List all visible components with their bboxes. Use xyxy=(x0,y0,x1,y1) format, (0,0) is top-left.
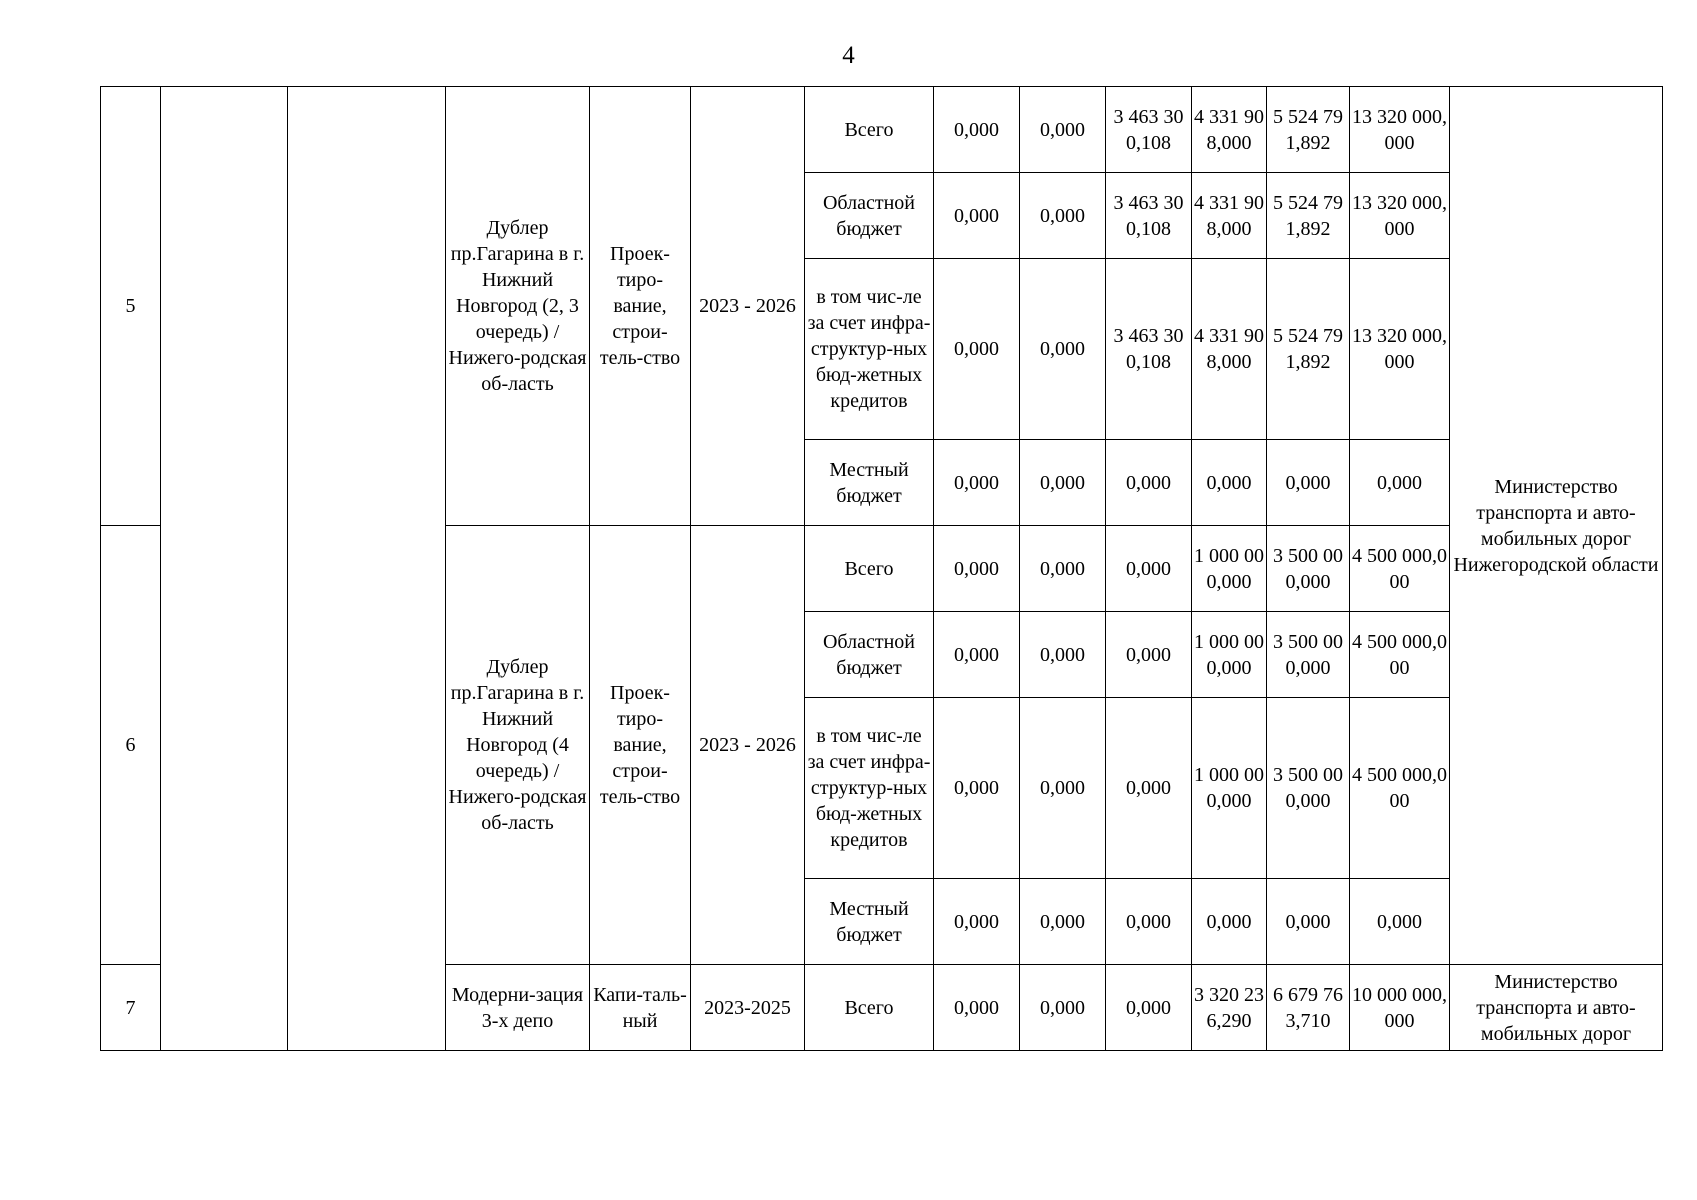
value-cell: 0,000 xyxy=(1020,612,1106,698)
value-cell: 0,000 xyxy=(1192,879,1267,965)
period: 2023-2025 xyxy=(691,965,805,1051)
value-cell: 0,000 xyxy=(1267,440,1350,526)
total-cell: 13 320 000,000 xyxy=(1350,259,1450,440)
value-cell: 0,000 xyxy=(1192,440,1267,526)
funding-source: Местный бюджет xyxy=(805,879,934,965)
funding-source: Всего xyxy=(805,965,934,1051)
value-cell: 1 000 000,000 xyxy=(1192,526,1267,612)
value-cell: 0,000 xyxy=(1106,526,1192,612)
value-cell: 0,000 xyxy=(1106,612,1192,698)
value-cell: 0,000 xyxy=(934,879,1020,965)
value-cell: 0,000 xyxy=(1020,526,1106,612)
value-cell: 0,000 xyxy=(934,698,1020,879)
table-row xyxy=(101,87,1663,173)
total-cell: 13 320 000,000 xyxy=(1350,173,1450,259)
value-cell: 0,000 xyxy=(1267,879,1350,965)
value-cell: 0,000 xyxy=(1020,965,1106,1051)
value-cell: 0,000 xyxy=(934,612,1020,698)
value-cell: 0,000 xyxy=(934,259,1020,440)
funding-source: в том чис-ле за счет инфра-структур-ных бюд-жетных кредитов xyxy=(805,698,934,879)
funding-source: Местный бюджет xyxy=(805,440,934,526)
value-cell: 3 500 000,000 xyxy=(1267,612,1350,698)
row-number: 7 xyxy=(101,965,161,1051)
object-name: Дублер пр.Гагарина в г. Нижний Новгород (2, 3 очередь) / Нижего-родская об-ласть xyxy=(446,87,590,526)
row-number: 6 xyxy=(101,526,161,965)
value-cell: 3 500 000,000 xyxy=(1267,526,1350,612)
work-type: Проек-тиро-вание, строи-тель-ство xyxy=(590,87,691,526)
value-cell: 4 331 908,000 xyxy=(1192,173,1267,259)
value-cell: 1 000 000,000 xyxy=(1192,612,1267,698)
total-cell: 10 000 000,000 xyxy=(1350,965,1450,1051)
value-cell: 0,000 xyxy=(1020,87,1106,173)
total-cell: 4 500 000,000 xyxy=(1350,526,1450,612)
value-cell: 0,000 xyxy=(934,440,1020,526)
responsible-org: Министерство транспорта и авто-мобильных дорог Нижегородской области xyxy=(1450,87,1663,965)
funding-source: в том чис-ле за счет инфра-структур-ных бюд-жетных кредитов xyxy=(805,259,934,440)
object-name: Дублер пр.Гагарина в г. Нижний Новгород (4 очередь) / Нижего-родская об-ласть xyxy=(446,526,590,965)
total-cell: 0,000 xyxy=(1350,440,1450,526)
value-cell: 6 679 763,710 xyxy=(1267,965,1350,1051)
value-cell: 3 463 300,108 xyxy=(1106,173,1192,259)
work-type: Капи-таль-ный xyxy=(590,965,691,1051)
funding-source: Всего xyxy=(805,526,934,612)
value-cell: 1 000 000,000 xyxy=(1192,698,1267,879)
value-cell: 4 331 908,000 xyxy=(1192,87,1267,173)
funding-source: Областной бюджет xyxy=(805,612,934,698)
period: 2023 - 2026 xyxy=(691,526,805,965)
period: 2023 - 2026 xyxy=(691,87,805,526)
budget-table xyxy=(100,86,1663,1051)
value-cell: 5 524 791,892 xyxy=(1267,259,1350,440)
value-cell: 3 500 000,000 xyxy=(1267,698,1350,879)
value-cell: 0,000 xyxy=(1020,698,1106,879)
value-cell: 0,000 xyxy=(1106,698,1192,879)
total-cell: 0,000 xyxy=(1350,879,1450,965)
responsible-org: Министерство транспорта и авто-мобильных дорог xyxy=(1450,965,1663,1051)
value-cell: 0,000 xyxy=(1106,879,1192,965)
funding-source: Областной бюджет xyxy=(805,173,934,259)
total-cell: 13 320 000,000 xyxy=(1350,87,1450,173)
value-cell: 0,000 xyxy=(934,965,1020,1051)
value-cell: 0,000 xyxy=(1020,259,1106,440)
object-name: Модерни-зация 3-х депо xyxy=(446,965,590,1051)
value-cell: 0,000 xyxy=(934,526,1020,612)
page-number: 4 xyxy=(842,42,855,69)
empty-cell-col3 xyxy=(288,87,446,1051)
value-cell: 5 524 791,892 xyxy=(1267,87,1350,173)
value-cell: 3 463 300,108 xyxy=(1106,87,1192,173)
value-cell: 0,000 xyxy=(1106,440,1192,526)
value-cell: 0,000 xyxy=(934,87,1020,173)
value-cell: 0,000 xyxy=(1106,965,1192,1051)
empty-cell-col2 xyxy=(161,87,288,1051)
value-cell: 3 320 236,290 xyxy=(1192,965,1267,1051)
value-cell: 0,000 xyxy=(1020,173,1106,259)
value-cell: 0,000 xyxy=(1020,879,1106,965)
value-cell: 0,000 xyxy=(934,173,1020,259)
total-cell: 4 500 000,000 xyxy=(1350,698,1450,879)
value-cell: 4 331 908,000 xyxy=(1192,259,1267,440)
work-type: Проек-тиро-вание, строи-тель-ство xyxy=(590,526,691,965)
total-cell: 4 500 000,000 xyxy=(1350,612,1450,698)
value-cell: 5 524 791,892 xyxy=(1267,173,1350,259)
row-number: 5 xyxy=(101,87,161,526)
value-cell: 0,000 xyxy=(1020,440,1106,526)
value-cell: 3 463 300,108 xyxy=(1106,259,1192,440)
funding-source: Всего xyxy=(805,87,934,173)
